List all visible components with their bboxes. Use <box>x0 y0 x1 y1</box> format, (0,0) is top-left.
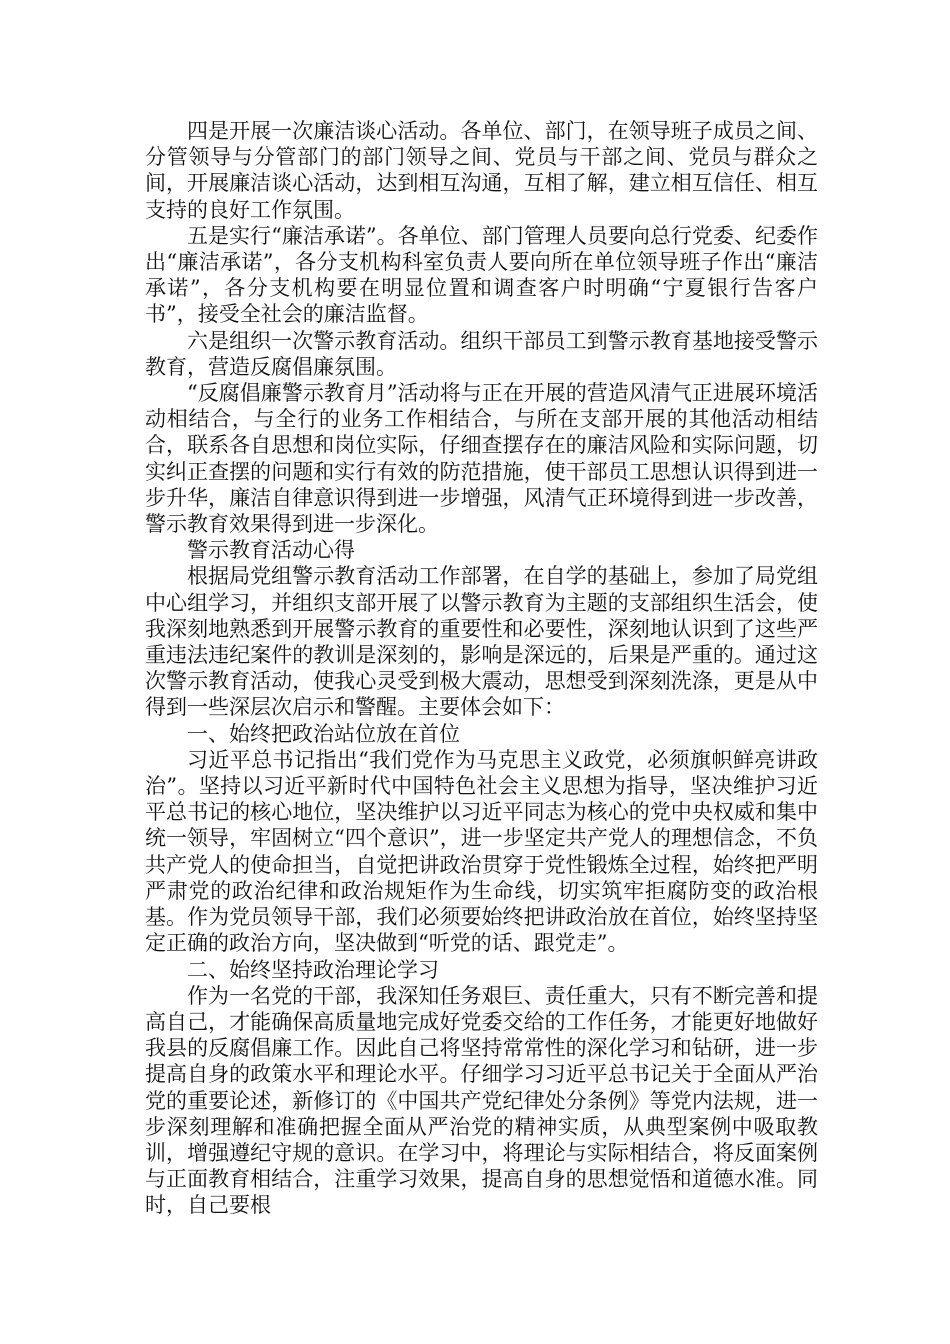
paragraph-6: 习近平总书记指出“我们党作为马克思主义政党，必须旗帜鲜亮讲政治”。坚持以习近平新时代中国特色社会主义思想为指导，坚决维护习近平总书记的核心地位，坚决维护以习近平同志为核心的党中央权威和集中统一领导，牢固树立“四个意识”，进一步坚定共产党人的理想信念，不负共产党人的使命担当，自觉把讲政治贯穿于党性锻炼全过程，始终把严明严肃党的政治纪律和政治规矩作为生命线，切实筑牢拒腐防变的政治根基。作为党员领导干部，我们必须要始终把讲政治放在首位，始终坚持坚定正确的政治方向，坚决做到“听党的话、跟党走”。 <box>145 747 818 956</box>
paragraph-4: “反腐倡廉警示教育月”活动将与正在开展的营造风清气正进展环境活动相结合，与全行的业务工作相结合，与所在支部开展的其他活动相结合，联系各自思想和岗位实际，仔细查摆存在的廉洁风险和实际问题，切实纠正查摆的问题和实行有效的防范措施，使干部员工思想认识得到进一步升华，廉洁自律意识得到进一步增强，风清气正环境得到进一步改善，警示教育效果得到进一步深化。 <box>145 381 818 537</box>
paragraph-5: 根据局党组警示教育活动工作部署，在自学的基础上，参加了局党组中心组学习，并组织支部开展了以警示教育为主题的支部组织生活会，使我深刻地熟悉到开展警示教育的重要性和必要性，深刻地认识到了这些严重违法违纪案件的教训是深刻的，影响是深远的，后果是严重的。通过这次警示教育活动，使我心灵受到极大震动，思想受到深刻洗涤，更是从中得到一些深层次启示和警醒。主要体会如下： <box>145 564 818 720</box>
paragraph-7: 作为一名党的干部，我深知任务艰巨、责任重大，只有不断完善和提高自己，才能确保高质量地完成好党委交给的工作任务，才能更好地做好我县的反腐倡廉工作。因此自己将坚持常常性的深化学习和钻研，进一步提高自身的政策水平和理论水平。仔细学习习近平总书记关于全面从严治党的重要论述，新修订的《中国共产党纪律处分条例》等党内法规，进一步深刻理解和准确把握全面从严治党的精神实质，从典型案例中吸取教训，增强遵纪守规的意识。在学习中，将理论与实际相结合，将反面案例与正面教育相结合，注重学习效果，提高自身的思想觉悟和道德水准。同时，自己要根 <box>145 983 818 1218</box>
paragraph-3: 六是组织一次警示教育活动。组织干部员工到警示教育基地接受警示教育，营造反腐倡廉氛围。 <box>145 328 818 379</box>
paragraph-1: 四是开展一次廉洁谈心活动。各单位、部门，在领导班子成员之间、分管领导与分管部门的部门领导之间、党员与干部之间、党员与群众之间，开展廉洁谈心活动，达到相互沟通，互相了解，建立相互信任、相互支持的良好工作氛围。 <box>145 119 818 222</box>
heading-1: 一、始终把政治站位放在首位 <box>187 721 460 746</box>
paragraph-2: 五是实行“廉洁承诺”。各单位、部门管理人员要向总行党委、纪委作出“廉洁承诺”，各分支机构科室负责人要向所在单位领导班子作出“廉洁承诺”，各分支机构要在明显位置和调查客户时明确“宁夏银行告客户书”，接受全社会的廉洁监督。 <box>145 223 818 327</box>
section-title: 警示教育活动心得 <box>187 538 355 563</box>
heading-2: 二、始终坚持政治理论学习 <box>187 957 439 982</box>
document-body <box>145 118 818 1219</box>
